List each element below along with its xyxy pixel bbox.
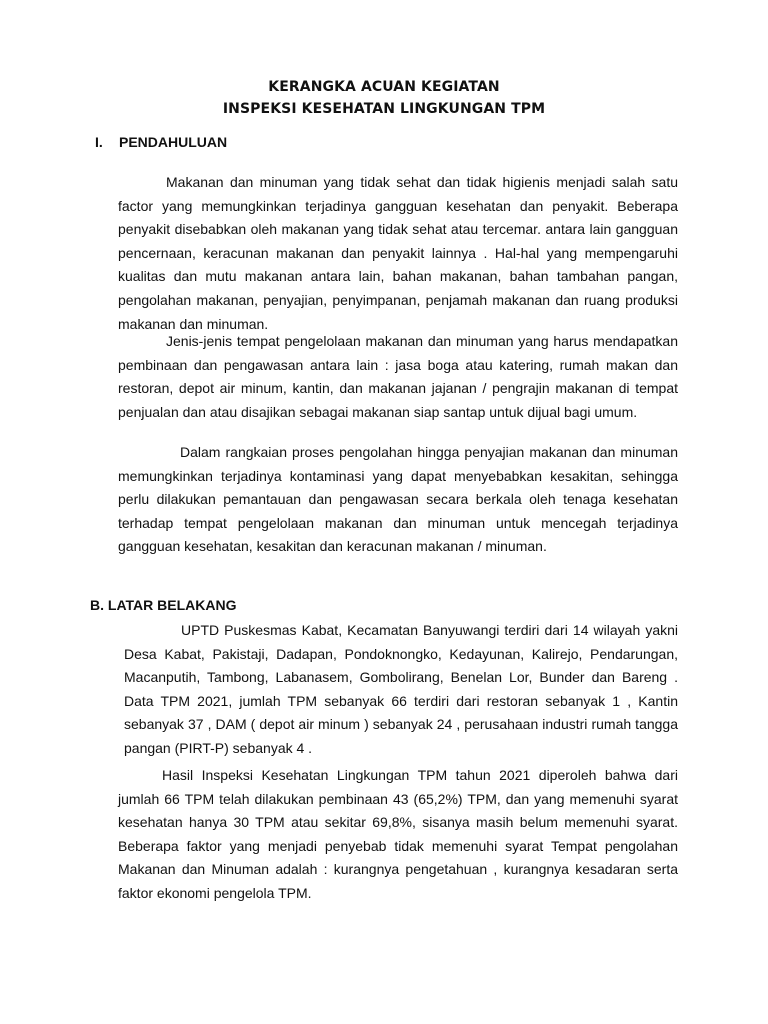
document-title-line-1: KERANGKA ACUAN KEGIATAN [268, 79, 500, 95]
section-2-paragraph: Hasil Inspeksi Kesehatan Lingkungan TPM tahun 2021 diperoleh bahwa dari jumlah 66 TPM telah dilakukan pembinaan 43 (65,2%) TPM, dan yang memenuhi syarat kesehatan hanya 30 TPM atau sekitar 69,8%, sisanya masih belum memenuhi syarat. Beberapa faktor yang menjadi penyebab tidak memenuhi syarat Tempat pengolahan Makanan dan Minuman adalah : kurangnya pengetahuan , kurangnya kesadaran serta faktor ekonomi pengelola TPM. [118, 767, 678, 901]
section-1-paragraph: Makanan dan minuman yang tidak sehat dan tidak higienis menjadi salah satu factor yang memungkinkan terjadinya gangguan kesehatan dan penyakit. Beberapa penyakit disebabkan oleh makanan yang tidak sehat atau tercemar. antara lain gangguan pencernaan, keracunan makanan dan penyakit lainnya . Hal-hal yang mempengaruhi kualitas dan mutu makanan antara lain, bahan makanan, bahan tambahan pangan, pengolahan makanan, penyajian, penyimpanan, penjamah makanan dan ruang produksi makanan dan minuman. [118, 174, 678, 332]
section-1-title: PENDAHULUAN [119, 134, 228, 150]
document-title-line-2: INSPEKSI KESEHATAN LINGKUNGAN TPM [222, 101, 546, 117]
section-2-heading: B. LATAR BELAKANG [90, 597, 237, 613]
section-2-paragraph: UPTD Puskesmas Kabat, Kecamatan Banyuwangi terdiri dari 14 wilayah yakni Desa Kabat, Pakistaji, Dadapan, Pondoknongko, Kedayunan, Kalirejo, Pendarungan, Macanputih, Tambong, Labanasem, Gombolirang, Benelan Lor, Bunder dan Bareng . Data TPM 2021, jumlah TPM sebanyak 66 terdiri dari restoran sebanyak 1 , Kantin sebanyak 37 , DAM ( depot air minum ) sebanyak 24 , perusahaan industri rumah tangga pangan (PIRT-P) sebanyak 4 . [124, 622, 678, 756]
section-1-number: I. [95, 134, 103, 150]
section-1-paragraph: Dalam rangkaian proses pengolahan hingga penyajian makanan dan minuman memungkinkan terjadinya kontaminasi yang dapat menyebabkan kesakitan, sehingga perlu dilakukan pemantauan dan pengawasan secara berkala oleh tenaga kesehatan terhadap tempat pengelolaan makanan dan minuman untuk mencegah terjadinya gangguan kesehatan, kesakitan dan keracunan makanan / minuman. [118, 444, 678, 555]
section-1-paragraph: Jenis-jenis tempat pengelolaan makanan dan minuman yang harus mendapatkan pembinaan dan pengawasan antara lain : jasa boga atau katering, rumah makan dan restoran, depot air minum, kantin, dan makanan jajanan / pengrajin makanan di tempat penjualan dan atau disajikan sebagai makanan siap santap untuk dijual bagi umum. [118, 333, 678, 420]
section-1-heading [95, 134, 227, 150]
